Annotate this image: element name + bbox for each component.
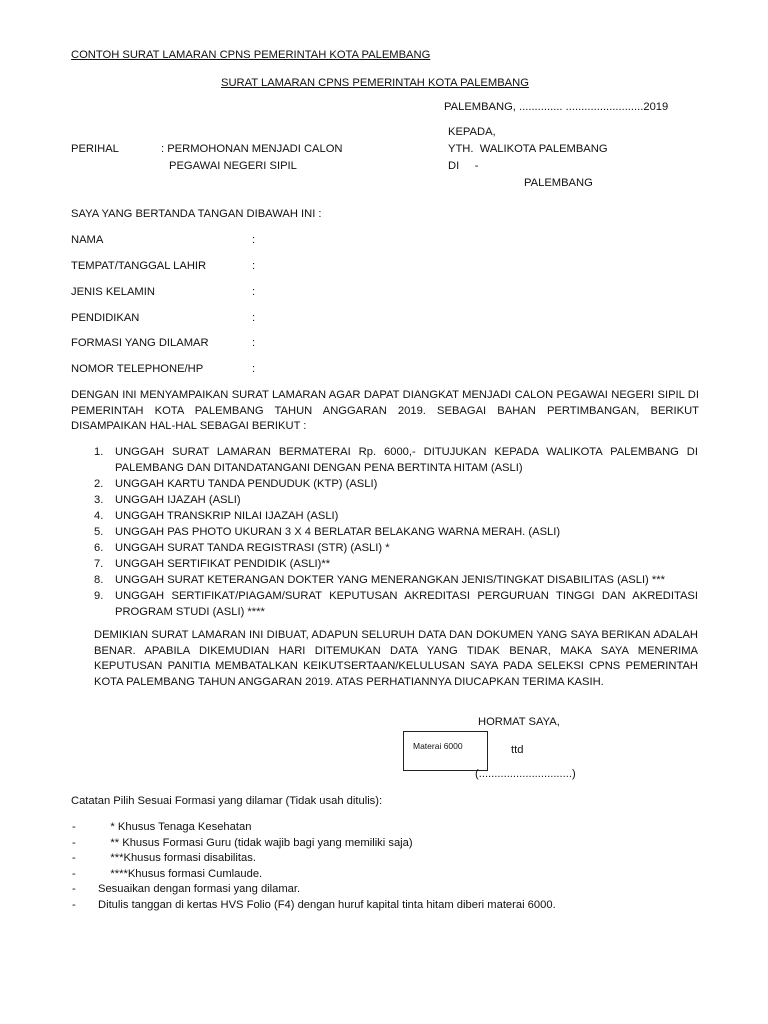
materai-stamp-box	[403, 731, 488, 771]
list-text: UNGGAH SURAT TANDA REGISTRASI (STR) (ASLI) *	[115, 542, 390, 554]
note-dash: -	[72, 852, 76, 864]
list-number: 9.	[94, 590, 104, 602]
note-item	[72, 836, 692, 852]
field-colon: :	[252, 363, 256, 375]
note-text: * Khusus Tenaga Kesehatan	[98, 821, 252, 833]
list-item	[94, 588, 698, 620]
recipient-city: PALEMBANG	[524, 177, 593, 189]
closing-paragraph: DEMIKIAN SURAT LAMARAN INI DIBUAT, ADAPUN SELURUH DATA DAN DOKUMEN YANG SAYA BERIKAN ADALAH BENAR. APABILA DIKEMUDIAN HARI DITEMUKAN DATA YANG TIDAK BENAR, MAKA SAYA MENERIMA KEPUTUSAN PANITIA MEMBATALKAN KEIKUTSERTAAN/KELULUSAN SAYA PADA SELEKSI CPNS PEMERINTAH KOTA PALEMBANG TAHUN ANGGARAN 2019. ATAS PERHATIANNYA DIUCAPKAN TERIMA KASIH.	[94, 629, 698, 688]
body-paragraph: DENGAN INI MENYAMPAIKAN SURAT LAMARAN AGAR DAPAT DIANGKAT MENJADI CALON PEGAWAI NEGERI SIPIL DI PEMERINTAH KOTA PALEMBANG TAHUN ANGGARAN 2019. SEBAGAI BAHAN PERTIMBANGAN, BERIKUT DISAMPAIKAN HAL-HAL SEBAGAI BERIKUT :	[71, 389, 699, 432]
list-item	[94, 572, 698, 588]
list-number: 2.	[94, 478, 104, 490]
recipient-yth: YTH. WALIKOTA PALEMBANG	[448, 143, 608, 155]
list-item	[94, 524, 698, 540]
list-text: UNGGAH IJAZAH (ASLI)	[115, 494, 241, 506]
list-item	[94, 492, 698, 508]
list-number: 3.	[94, 494, 104, 506]
signature-ttd: ttd	[511, 744, 524, 756]
note-item	[72, 851, 692, 867]
signature-name-line: (..............................)	[475, 768, 576, 780]
list-text: UNGGAH SERTIFIKAT PENDIDIK (ASLI)**	[115, 558, 331, 570]
list-number: 7.	[94, 558, 104, 570]
field-colon: :	[252, 337, 256, 349]
field-label: NAMA	[71, 234, 104, 246]
letter-title: SURAT LAMARAN CPNS PEMERINTAH KOTA PALEMBANG	[221, 77, 529, 89]
requirements-list	[94, 444, 698, 620]
list-text: UNGGAH SURAT KETERANGAN DOKTER YANG MENERANGKAN JENIS/TINGKAT DISABILITAS (ASLI) ***	[115, 574, 665, 586]
recipient-kepada: KEPADA,	[448, 126, 496, 138]
field-label: NOMOR TELEPHONE/HP	[71, 363, 204, 375]
note-dash: -	[72, 821, 76, 833]
list-item	[94, 476, 698, 492]
note-dash: -	[72, 867, 76, 880]
list-item	[94, 556, 698, 572]
field-colon: :	[252, 312, 256, 324]
note-text: ***Khusus formasi disabilitas.	[98, 852, 256, 864]
signature-greeting: HORMAT SAYA,	[478, 716, 560, 728]
list-item	[94, 508, 698, 524]
list-item	[94, 444, 698, 476]
list-text: UNGGAH PAS PHOTO UKURAN 3 X 4 BERLATAR BELAKANG WARNA MERAH. (ASLI)	[115, 526, 561, 538]
notes-title: Catatan Pilih Sesuai Formasi yang dilamar (Tidak usah ditulis):	[71, 795, 383, 807]
note-dash: -	[72, 836, 76, 849]
list-text: UNGGAH SURAT LAMARAN BERMATERAI Rp. 6000,- DITUJUKAN KEPADA WALIKOTA PALEMBANG DI PALEMBANG DAN DITANDATANGANI DENGAN PENA BERTINTA HITAM (ASLI)	[115, 446, 698, 474]
field-label: JENIS KELAMIN	[71, 286, 155, 298]
notes-list	[72, 820, 692, 913]
intro-line: SAYA YANG BERTANDA TANGAN DIBAWAH INI :	[71, 208, 322, 220]
note-item	[72, 898, 692, 914]
list-number: 5.	[94, 526, 104, 538]
perihal-line-1: : PERMOHONAN MENJADI CALON	[161, 143, 343, 155]
materai-label: Materai 6000	[413, 741, 463, 751]
field-label: TEMPAT/TANGGAL LAHIR	[71, 260, 207, 272]
note-text: Sesuaikan dengan formasi yang dilamar.	[98, 883, 301, 895]
field-label: FORMASI YANG DILAMAR	[71, 337, 209, 349]
note-text: ****Khusus formasi Cumlaude.	[98, 867, 263, 880]
list-text: UNGGAH KARTU TANDA PENDUDUK (KTP) (ASLI)	[115, 478, 378, 490]
list-number: 4.	[94, 510, 104, 522]
list-number: 8.	[94, 574, 104, 586]
perihal-line-2: PEGAWAI NEGERI SIPIL	[169, 160, 297, 172]
place-date: PALEMBANG, .............. .........................2019	[444, 101, 669, 113]
field-colon: :	[252, 260, 256, 272]
field-colon: :	[252, 234, 256, 246]
field-colon: :	[252, 286, 256, 298]
list-text: UNGGAH TRANSKRIP NILAI IJAZAH (ASLI)	[115, 510, 339, 522]
list-text: UNGGAH SERTIFIKAT/PIAGAM/SURAT KEPUTUSAN AKREDITASI PERGURUAN TINGGI DAN AKREDITASI PROGRAM STUDI (ASLI) ****	[115, 590, 698, 618]
document-heading: CONTOH SURAT LAMARAN CPNS PEMERINTAH KOTA PALEMBANG	[71, 49, 431, 61]
note-dash: -	[72, 883, 76, 895]
perihal-label: PERIHAL	[71, 143, 119, 155]
note-item	[72, 820, 692, 836]
note-text: ** Khusus Formasi Guru (tidak wajib bagi yang memiliki saja)	[98, 836, 413, 849]
field-label: PENDIDIKAN	[71, 312, 140, 324]
list-number: 1.	[94, 446, 104, 458]
recipient-di: DI -	[448, 160, 479, 172]
note-dash: -	[72, 898, 76, 911]
list-number: 6.	[94, 542, 104, 554]
list-item	[94, 540, 698, 556]
note-text: Ditulis tanggan di kertas HVS Folio (F4) dengan huruf kapital tinta hitam diberi materai 6000.	[98, 898, 556, 911]
note-item	[72, 867, 692, 883]
note-item	[72, 882, 692, 898]
